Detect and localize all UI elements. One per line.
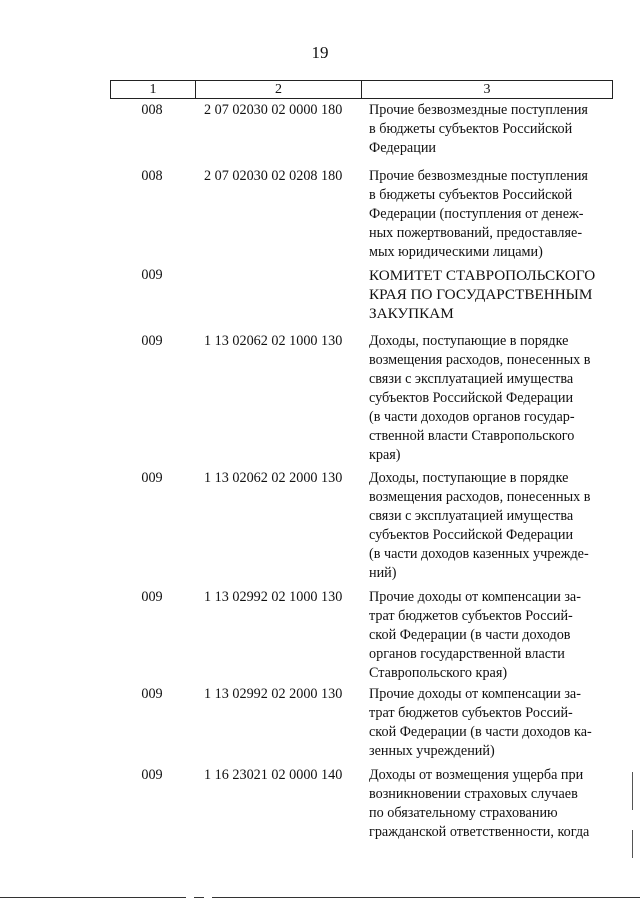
table-header [110, 80, 613, 99]
department-name-line: КРАЯ ПО ГОСУДАРСТВЕННЫМ [369, 286, 593, 303]
admin-code: 008 [141, 102, 163, 118]
admin-code: 009 [141, 333, 163, 349]
department-name [369, 266, 613, 323]
revenue-name-line: трат бюджетов субъектов Россий- [369, 705, 573, 721]
header-column-2: 2 [196, 81, 362, 98]
kbk-code: 1 13 02062 02 1000 130 [204, 333, 343, 349]
revenue-name-line: мых юридическими лицами) [369, 244, 543, 260]
kbk-code: 1 13 02062 02 2000 130 [204, 470, 343, 486]
admin-code: 009 [141, 267, 163, 283]
revenue-name-line: трат бюджетов субъектов Россий- [369, 608, 573, 624]
kbk-code: 2 07 02030 02 0208 180 [204, 168, 343, 184]
revenue-name-line: Федерации (поступления от денеж- [369, 206, 584, 222]
revenue-name-line: субъектов Российской Федерации [369, 527, 574, 543]
revenue-name-line: Доходы от возмещения ущерба при [369, 767, 584, 783]
admin-code: 008 [141, 168, 163, 184]
scan-footer-line [212, 897, 640, 898]
revenue-name-line: Доходы, поступающие в порядке [369, 333, 569, 349]
revenue-name-line: Прочие безвозмездные поступления [369, 102, 588, 118]
kbk-code: 1 13 02992 02 2000 130 [204, 686, 343, 702]
revenue-name-line: (в части доходов казенных учрежде- [369, 546, 589, 562]
revenue-name-line: ской Федерации (в части доходов ка- [369, 724, 592, 740]
revenue-name-line: ственной власти Ставропольского [369, 428, 575, 444]
revenue-name [369, 167, 613, 262]
revenue-name [369, 469, 613, 583]
scan-footer-dash [194, 897, 204, 898]
revenue-name-line: возмещения расходов, понесенных в [369, 352, 591, 368]
revenue-name-line: в бюджеты субъектов Российской [369, 187, 573, 203]
header-column-1: 1 [111, 81, 196, 98]
revenue-name [369, 766, 613, 842]
revenue-name-line: Федерации [369, 140, 437, 156]
revenue-name [369, 101, 613, 158]
revenue-name-line: гражданской ответственности, когда [369, 824, 590, 840]
admin-code: 009 [141, 686, 163, 702]
revenue-name-line: субъектов Российской Федерации [369, 390, 574, 406]
revenue-name [369, 332, 613, 465]
revenue-name-line: края) [369, 447, 401, 463]
revenue-name-line: связи с эксплуатацией имущества [369, 508, 574, 524]
kbk-code: 1 16 23021 02 0000 140 [204, 767, 343, 783]
revenue-name-line: зенных учреждений) [369, 743, 495, 759]
revenue-name-line: ской Федерации (в части доходов [369, 627, 571, 643]
department-name-line: КОМИТЕТ СТАВРОПОЛЬСКОГО [369, 267, 596, 284]
revenue-name-line: связи с эксплуатацией имущества [369, 371, 574, 387]
revenue-name-line: возмещения расходов, понесенных в [369, 489, 591, 505]
revenue-name-line: Ставропольского края) [369, 665, 508, 681]
revenue-name-line: в бюджеты субъектов Российской [369, 121, 573, 137]
scan-footer-line [0, 897, 186, 898]
revenue-name-line: Прочие доходы от компенсации за- [369, 686, 581, 702]
revenue-name-line: органов государственной власти [369, 646, 565, 662]
revenue-name-line: ных пожертвований, предоставляе- [369, 225, 583, 241]
revenue-name-line: Прочие доходы от компенсации за- [369, 589, 581, 605]
revenue-name-line: ний) [369, 565, 397, 581]
revenue-name-line: Прочие безвозмездные поступления [369, 168, 588, 184]
revenue-name [369, 588, 613, 683]
revenue-name-line: по обязательному страхованию [369, 805, 558, 821]
admin-code: 009 [141, 589, 163, 605]
kbk-code: 2 07 02030 02 0000 180 [204, 102, 343, 118]
admin-code: 009 [141, 767, 163, 783]
revenue-name-line: возникновении страховых случаев [369, 786, 578, 802]
header-column-3: 3 [483, 82, 491, 97]
revenue-name [369, 685, 613, 761]
scan-edge-mark [632, 772, 633, 810]
page-number: 19 [311, 43, 329, 62]
kbk-code: 1 13 02992 02 1000 130 [204, 589, 343, 605]
department-name-line: ЗАКУПКАМ [369, 305, 454, 322]
revenue-name-line: (в части доходов органов государ- [369, 409, 575, 425]
scan-edge-mark [632, 830, 633, 858]
admin-code: 009 [141, 470, 163, 486]
revenue-name-line: Доходы, поступающие в порядке [369, 470, 569, 486]
